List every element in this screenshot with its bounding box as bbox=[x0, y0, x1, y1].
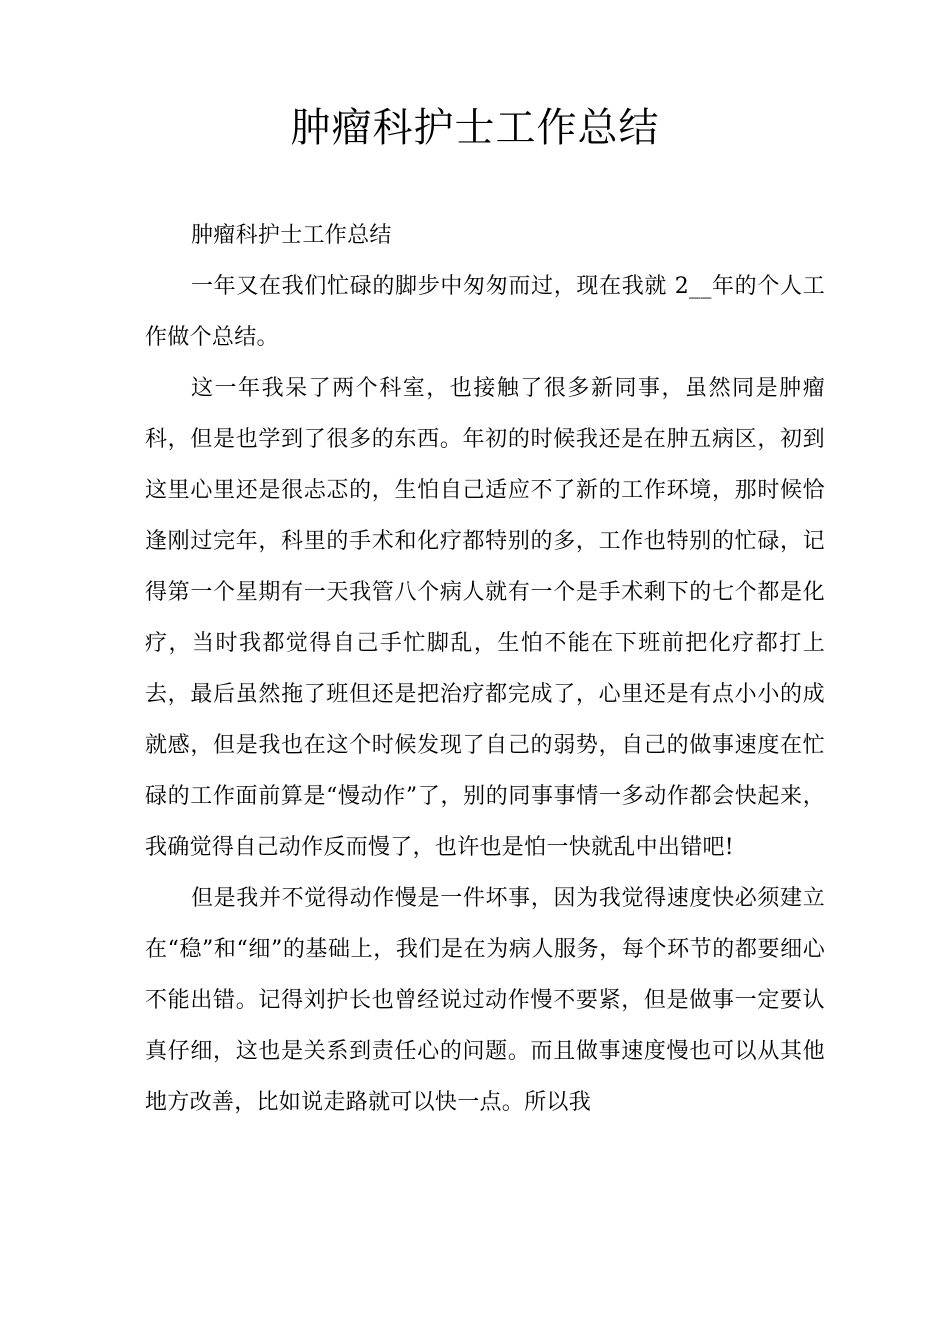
document-title: 肿瘤科护士工作总结 bbox=[290, 105, 660, 151]
paragraph-subtitle: 肿瘤科护士工作总结 bbox=[191, 223, 392, 248]
paragraph-slow-work: 但是我并不觉得动作慢是一件坏事，因为我觉得速度快必须建立在“稳”和“细”的基础上，我们是在为病人服务，每个环节的都要细心不能出错。记得刘护长也曾经说过动作慢不要紧，但是做事一定要认真仔细，这也是关系到责任心的问题。而且做事速度慢也可以从其他地方改善，比如说走路就可以快一点。所以我 bbox=[145, 886, 825, 1115]
paragraph-intro: 一年又在我们忙碌的脚步中匆匆而过，现在我就 2__年的个人工作做个总结。 bbox=[145, 274, 825, 350]
document-body bbox=[145, 210, 825, 1128]
paragraph-two-departments: 这一年我呆了两个科室，也接触了很多新同事，虽然同是肿瘤科，但是也学到了很多的东西。年初的时候我还是在肿五病区，初到这里心里还是很忐忑的，生怕自己适应不了新的工作环境，那时候恰逢刚过完年，科里的手术和化疗都特别的多，工作也特别的忙碌，记得第一个星期有一天我管八个病人就有一个是手术剩下的七个都是化疗，当时我都觉得自己手忙脚乱，生怕不能在下班前把化疗都打上去，最后虽然拖了班但还是把治疗都完成了，心里还是有点小小的成就感，但是我也在这个时候发现了自己的弱势，自己的做事速度在忙碌的工作面前算是“慢动作”了，别的同事事情一多动作都会快起来，我确觉得自己动作反而慢了，也许也是怕一快就乱中出错吧! bbox=[145, 376, 825, 860]
